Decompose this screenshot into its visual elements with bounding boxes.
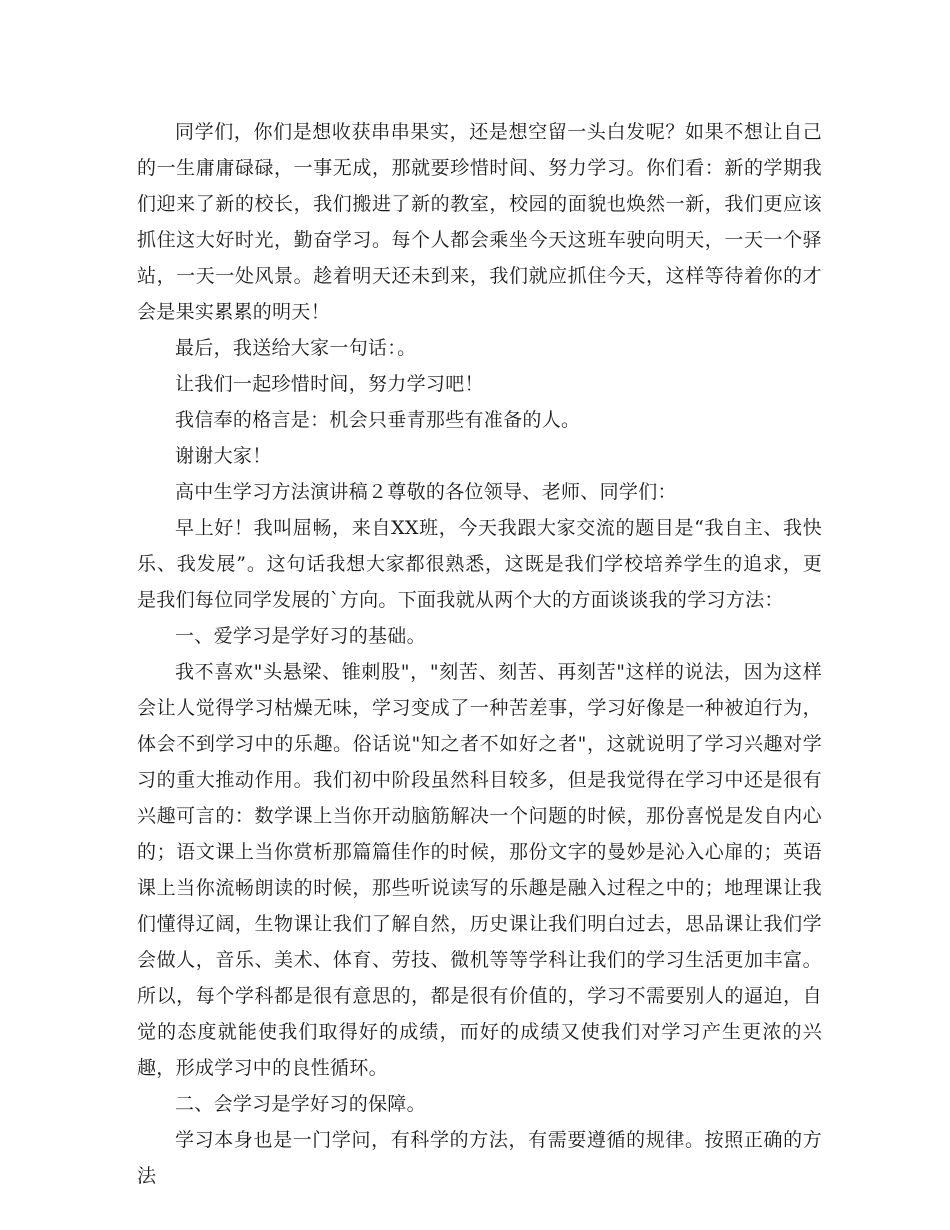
paragraph-1: 同学们，你们是想收获串串果实，还是想空留一头白发呢？如果不想让自己的一生庸庸碌碌，一事无成，那就要珍惜时间、努力学习。你们看：新的学期我们迎来了新的校长，我们搬进了新的教室，校园的面貌也焕然一新，我们更应该抓住这大好时光，勤奋学习。每个人都会乘坐今天这班车驶向明天，一天一个驿站，一天一处风景。趁着明天还未到来，我们就应抓住今天，这样等待着你的才会是果实累累的明天！ xyxy=(137,121,822,323)
paragraph-6-heading: 高中生学习方法演讲稿２尊敬的各位领导、老师、同学们： xyxy=(175,481,677,503)
paragraph-3: 让我们一起珍惜时间，努力学习吧！ xyxy=(175,373,484,395)
paragraph-5: 谢谢大家！ xyxy=(175,445,272,467)
paragraph-4: 我信奉的格言是：机会只垂青那些有准备的人。 xyxy=(175,409,581,431)
document-page xyxy=(137,114,822,1194)
paragraph-9: 我不喜欢"头悬梁、锥刺股"，"刻苦、刻苦、再刻苦"这样的说法，因为这样会让人觉得学习枯燥无味，学习变成了一种苦差事，学习好像是一种被迫行为，体会不到学习中的乐趣。俗话说"知之者不如好之者"，这就说明了学习兴趣对学习的重大推动作用。我们初中阶段虽然科目较多，但是我觉得在学习中还是很有兴趣可言的：数学课上当你开动脑筋解决一个问题的时候，那份喜悦是发自内心的；语文课上当你赏析那篇篇佳作的时候，那份文字的曼妙是沁入心扉的；英语课上当你流畅朗读的时候，那些听说读写的乐趣是融入过程之中的；地理课让我们懂得辽阔，生物课让我们了解自然，历史课让我们明白过去，思品课让我们学会做人，音乐、美术、体育、劳技、微机等等学科让我们的学习生活更加丰富。所以，每个学科都是很有意思的，都是很有价值的，学习不需要别人的逼迫，自觉的态度就能使我们取得好的成绩，而好的成绩又使我们对学习产生更浓的兴趣，形成学习中的良性循环。 xyxy=(137,661,822,1079)
section-heading-2: 二、会学习是学好习的保障。 xyxy=(175,1093,426,1115)
paragraph-11: 学习本身也是一门学问，有科学的方法，有需要遵循的规律。按照正确的方法 xyxy=(137,1129,822,1187)
paragraph-7: 早上好！我叫屈畅，来自XX班，今天我跟大家交流的题目是“我自主、我快乐、我发展”。这句话我想大家都很熟悉，这既是我们学校培养学生的追求，更是我们每位同学发展的`方向。下面我就从两个大的方面谈谈我的学习方法： xyxy=(137,517,822,611)
section-heading-1: 一、爱学习是学好习的基础。 xyxy=(175,625,426,647)
paragraph-2: 最后，我送给大家一句话：。 xyxy=(175,337,417,359)
